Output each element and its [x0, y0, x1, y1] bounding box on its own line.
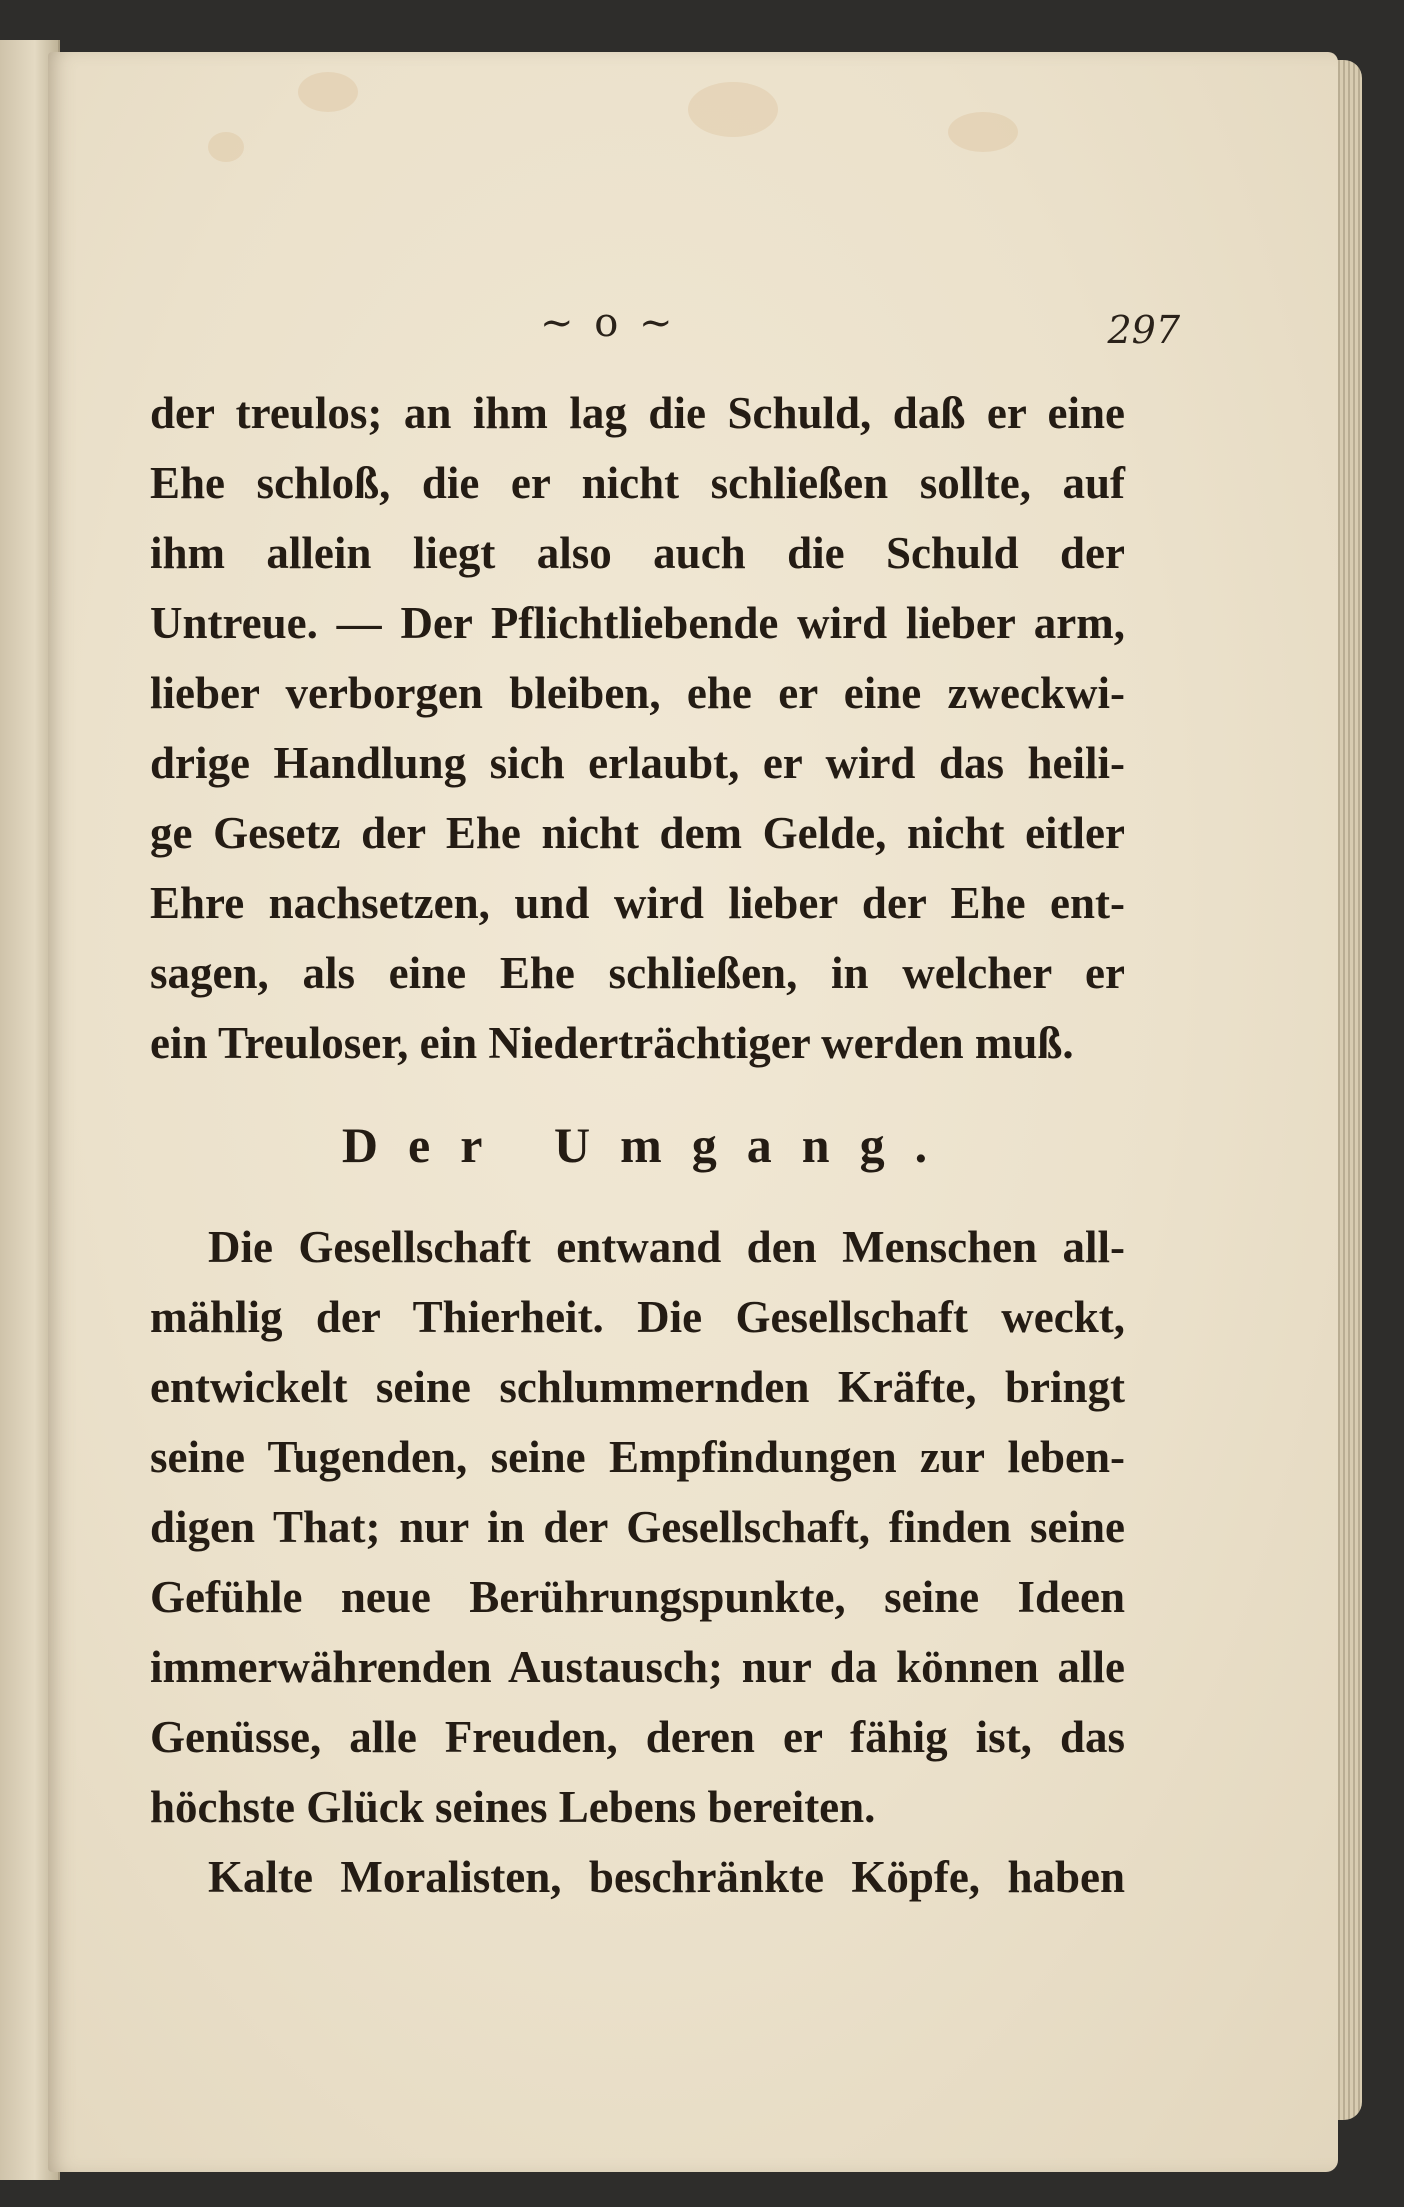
foxing-stain [948, 112, 1018, 152]
text-line: digen That; nur in der Gesellschaft, finden seine [150, 1502, 1125, 1552]
foxing-stain [688, 82, 778, 137]
text-line: ihm allein liegt also auch die Schuld der [150, 528, 1125, 578]
text-line: Ehe schloß, die er nicht schließen sollte, auf [150, 458, 1125, 508]
text-line: lieber verborgen bleiben, ehe er eine zweckwi- [150, 668, 1125, 718]
text-line: ge Gesetz der Ehe nicht dem Gelde, nicht eitler [150, 808, 1125, 858]
text-line: Genüsse, alle Freuden, deren er fähig ist, das [150, 1712, 1125, 1762]
foxing-stain [208, 132, 244, 162]
text-line: Gefühle neue Berührungspunkte, seine Ideen [150, 1572, 1125, 1622]
text-line: drige Handlung sich erlaubt, er wird das heili- [150, 738, 1125, 788]
text-line: sagen, als eine Ehe schließen, in welcher er [150, 948, 1125, 998]
text-line: seine Tugenden, seine Empfindungen zur leben- [150, 1432, 1125, 1482]
text-line: ein Treuloser, ein Niederträchtiger werden muß. [150, 1018, 1074, 1068]
section-heading: Der Umgang. [341, 1117, 958, 1173]
paragraph-3 [150, 1842, 1125, 1912]
page-number: 297 [1107, 308, 1180, 352]
text-line: entwickelt seine schlummernden Kräfte, bringt [150, 1362, 1125, 1412]
text-line: mählig der Thierheit. Die Gesellschaft weckt, [150, 1292, 1125, 1342]
page-body [150, 378, 1125, 1912]
text-line: der treulos; an ihm lag die Schuld, daß er eine [150, 388, 1125, 438]
text-line: höchste Glück seines Lebens bereiten. [150, 1782, 876, 1832]
paragraph-1 [150, 378, 1125, 1078]
text-line: Kalte Moralisten, beschränkte Köpfe, haben [208, 1852, 1125, 1902]
running-header [540, 300, 1180, 360]
header-ornament: ~ o ~ [540, 300, 677, 346]
text-line: Die Gesellschaft entwand den Menschen all- [208, 1222, 1125, 1272]
text-line: immerwährenden Austausch; nur da können alle [150, 1642, 1125, 1692]
text-line: Untreue. — Der Pflichtliebende wird lieber arm, [150, 598, 1125, 648]
foxing-stain [298, 72, 358, 112]
text-line: Ehre nachsetzen, und wird lieber der Ehe ent- [150, 878, 1125, 928]
paragraph-2 [150, 1212, 1125, 1842]
